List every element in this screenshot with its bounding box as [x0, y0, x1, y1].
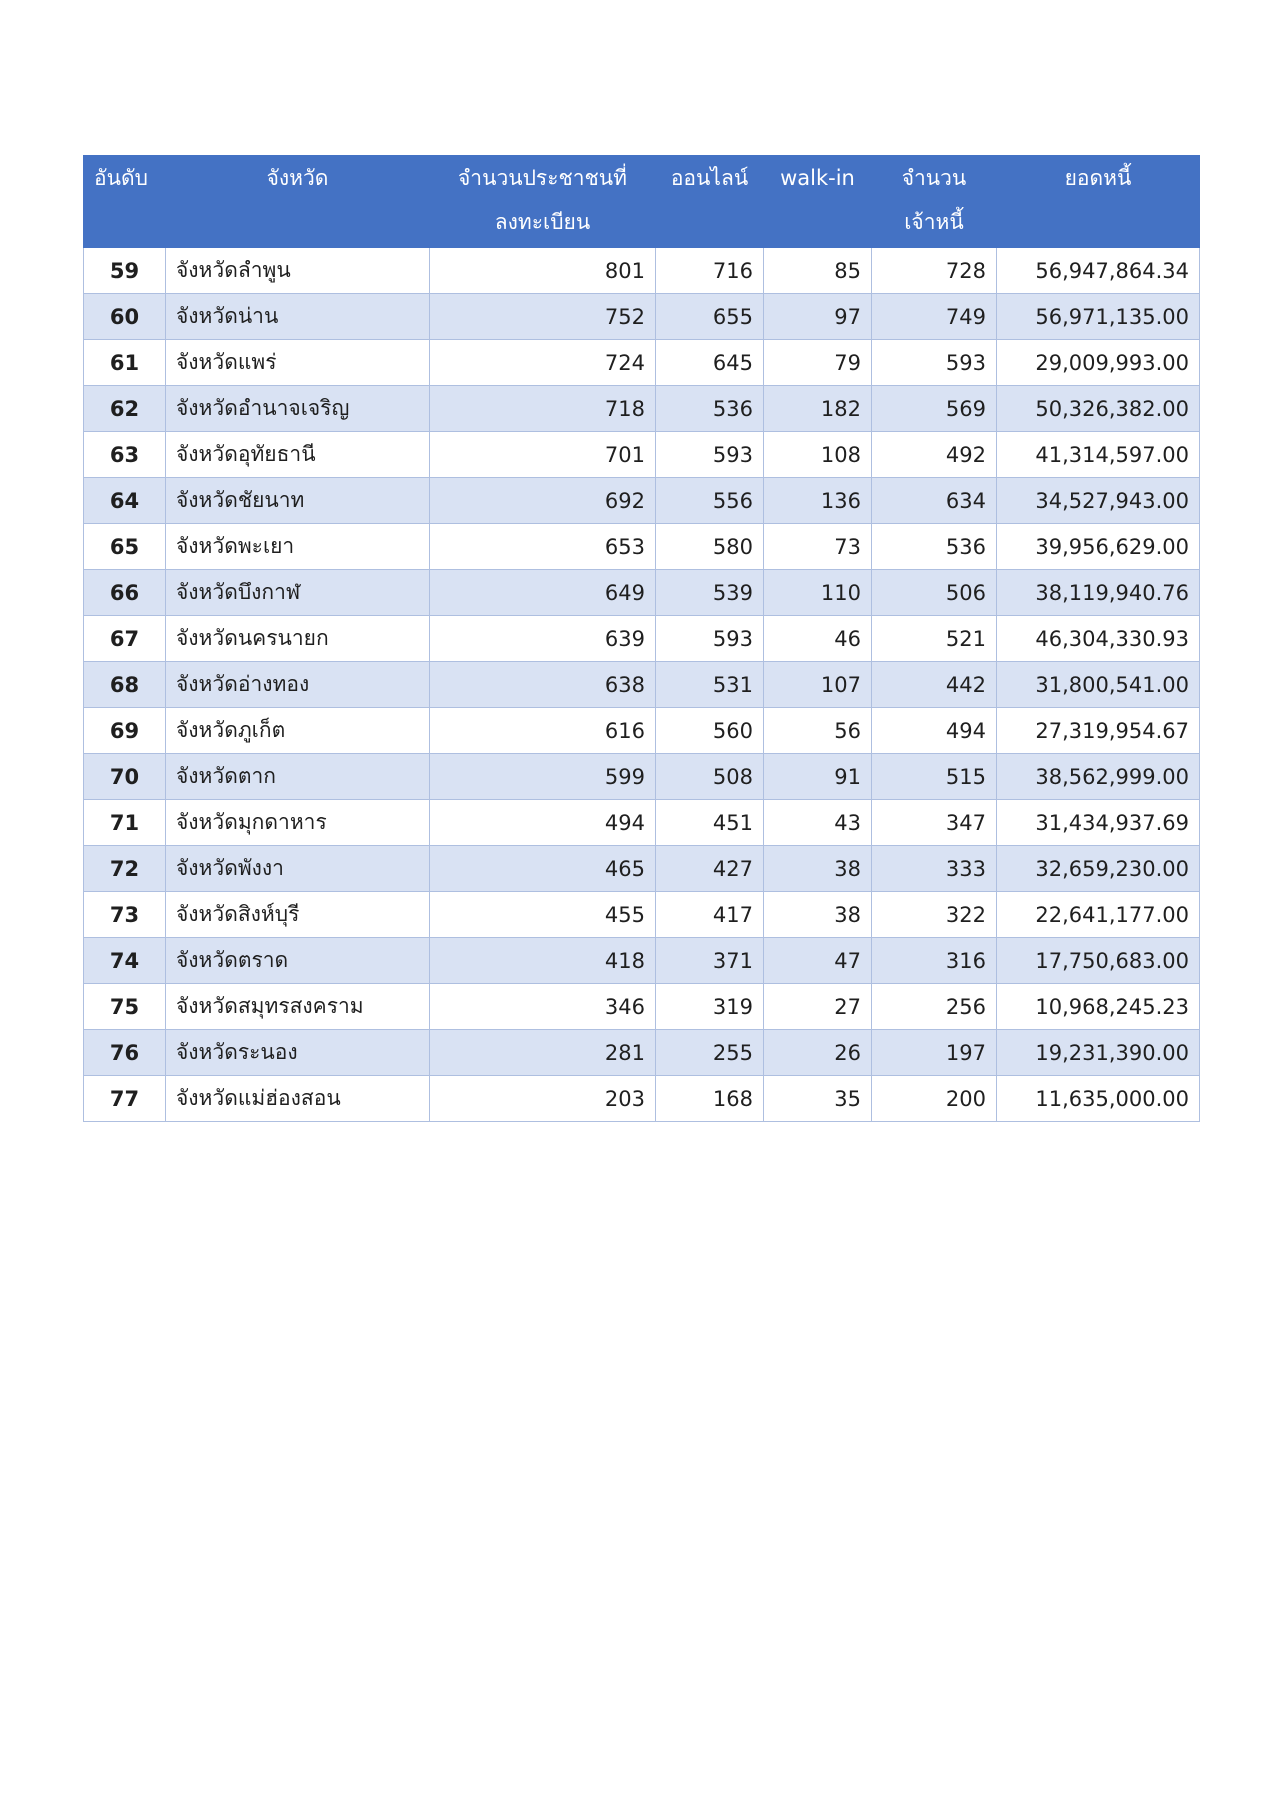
- cell-rank: 59: [84, 248, 166, 294]
- cell-registered: 639: [430, 616, 656, 662]
- table-row: [84, 340, 1200, 386]
- cell-debt: 34,527,943.00: [997, 478, 1200, 524]
- cell-creditors: 521: [872, 616, 997, 662]
- cell-registered: 724: [430, 340, 656, 386]
- cell-walkin: 85: [764, 248, 872, 294]
- cell-online: 371: [656, 938, 764, 984]
- cell-walkin: 136: [764, 478, 872, 524]
- cell-debt: 50,326,382.00: [997, 386, 1200, 432]
- cell-province: จังหวัดลำพูน: [166, 248, 430, 294]
- cell-province: จังหวัดตราด: [166, 938, 430, 984]
- cell-online: 556: [656, 478, 764, 524]
- cell-rank: 63: [84, 432, 166, 478]
- table-row: [84, 616, 1200, 662]
- cell-walkin: 91: [764, 754, 872, 800]
- cell-debt: 38,562,999.00: [997, 754, 1200, 800]
- cell-province: จังหวัดมุกดาหาร: [166, 800, 430, 846]
- cell-registered: 455: [430, 892, 656, 938]
- table-row: [84, 846, 1200, 892]
- table-body: [84, 248, 1200, 1122]
- cell-walkin: 182: [764, 386, 872, 432]
- cell-province: จังหวัดชัยนาท: [166, 478, 430, 524]
- cell-online: 451: [656, 800, 764, 846]
- cell-debt: 17,750,683.00: [997, 938, 1200, 984]
- header-province: จังหวัด: [166, 156, 430, 248]
- cell-creditors: 634: [872, 478, 997, 524]
- cell-debt: 31,434,937.69: [997, 800, 1200, 846]
- cell-debt: 10,968,245.23: [997, 984, 1200, 1030]
- table-row: [84, 892, 1200, 938]
- cell-debt: 22,641,177.00: [997, 892, 1200, 938]
- cell-online: 427: [656, 846, 764, 892]
- cell-online: 580: [656, 524, 764, 570]
- cell-province: จังหวัดอำนาจเจริญ: [166, 386, 430, 432]
- cell-registered: 599: [430, 754, 656, 800]
- cell-registered: 494: [430, 800, 656, 846]
- header-creditors: [872, 156, 997, 248]
- table-row: [84, 754, 1200, 800]
- cell-debt: 32,659,230.00: [997, 846, 1200, 892]
- cell-debt: 19,231,390.00: [997, 1030, 1200, 1076]
- table-row: [84, 248, 1200, 294]
- cell-walkin: 97: [764, 294, 872, 340]
- cell-rank: 60: [84, 294, 166, 340]
- cell-rank: 65: [84, 524, 166, 570]
- cell-debt: 41,314,597.00: [997, 432, 1200, 478]
- cell-online: 255: [656, 1030, 764, 1076]
- cell-debt: 56,971,135.00: [997, 294, 1200, 340]
- cell-creditors: 316: [872, 938, 997, 984]
- cell-walkin: 107: [764, 662, 872, 708]
- cell-rank: 68: [84, 662, 166, 708]
- cell-debt: 38,119,940.76: [997, 570, 1200, 616]
- cell-walkin: 27: [764, 984, 872, 1030]
- cell-debt: 39,956,629.00: [997, 524, 1200, 570]
- header-rank: อันดับ: [84, 156, 166, 248]
- cell-online: 536: [656, 386, 764, 432]
- cell-creditors: 749: [872, 294, 997, 340]
- cell-province: จังหวัดอุทัยธานี: [166, 432, 430, 478]
- cell-rank: 62: [84, 386, 166, 432]
- table-row: [84, 984, 1200, 1030]
- cell-creditors: 728: [872, 248, 997, 294]
- cell-registered: 752: [430, 294, 656, 340]
- header-registered-line2: ลงทะเบียน: [494, 210, 591, 234]
- cell-walkin: 38: [764, 846, 872, 892]
- cell-debt: 46,304,330.93: [997, 616, 1200, 662]
- header-registered: [430, 156, 656, 248]
- cell-walkin: 43: [764, 800, 872, 846]
- cell-registered: 616: [430, 708, 656, 754]
- table-row: [84, 386, 1200, 432]
- cell-province: จังหวัดพังงา: [166, 846, 430, 892]
- cell-debt: 31,800,541.00: [997, 662, 1200, 708]
- cell-rank: 74: [84, 938, 166, 984]
- cell-walkin: 26: [764, 1030, 872, 1076]
- cell-creditors: 515: [872, 754, 997, 800]
- cell-debt: 11,635,000.00: [997, 1076, 1200, 1122]
- table-row: [84, 478, 1200, 524]
- cell-walkin: 110: [764, 570, 872, 616]
- cell-rank: 72: [84, 846, 166, 892]
- cell-online: 531: [656, 662, 764, 708]
- cell-registered: 801: [430, 248, 656, 294]
- cell-online: 645: [656, 340, 764, 386]
- cell-walkin: 47: [764, 938, 872, 984]
- cell-creditors: 494: [872, 708, 997, 754]
- table-row: [84, 294, 1200, 340]
- cell-province: จังหวัดพะเยา: [166, 524, 430, 570]
- cell-creditors: 197: [872, 1030, 997, 1076]
- cell-walkin: 35: [764, 1076, 872, 1122]
- table-row: [84, 524, 1200, 570]
- cell-province: จังหวัดแม่ฮ่องสอน: [166, 1076, 430, 1122]
- cell-rank: 67: [84, 616, 166, 662]
- cell-rank: 77: [84, 1076, 166, 1122]
- table-row: [84, 708, 1200, 754]
- cell-province: จังหวัดระนอง: [166, 1030, 430, 1076]
- cell-registered: 649: [430, 570, 656, 616]
- cell-registered: 638: [430, 662, 656, 708]
- cell-walkin: 73: [764, 524, 872, 570]
- cell-creditors: 536: [872, 524, 997, 570]
- header-creditors-line2: เจ้าหนี้: [904, 210, 964, 234]
- cell-province: จังหวัดบึงกาฬ: [166, 570, 430, 616]
- cell-province: จังหวัดภูเก็ต: [166, 708, 430, 754]
- cell-registered: 465: [430, 846, 656, 892]
- cell-rank: 70: [84, 754, 166, 800]
- cell-creditors: 322: [872, 892, 997, 938]
- cell-creditors: 506: [872, 570, 997, 616]
- cell-creditors: 442: [872, 662, 997, 708]
- cell-creditors: 569: [872, 386, 997, 432]
- cell-province: จังหวัดสิงห์บุรี: [166, 892, 430, 938]
- cell-registered: 718: [430, 386, 656, 432]
- cell-rank: 75: [84, 984, 166, 1030]
- table-row: [84, 432, 1200, 478]
- table-row: [84, 570, 1200, 616]
- cell-rank: 76: [84, 1030, 166, 1076]
- province-registration-table: [83, 155, 1200, 1122]
- cell-walkin: 108: [764, 432, 872, 478]
- cell-creditors: 333: [872, 846, 997, 892]
- table-row: [84, 662, 1200, 708]
- cell-online: 168: [656, 1076, 764, 1122]
- header-online: ออนไลน์: [656, 156, 764, 248]
- table-header-row: [84, 156, 1200, 248]
- table-row: [84, 1030, 1200, 1076]
- cell-registered: 701: [430, 432, 656, 478]
- cell-registered: 692: [430, 478, 656, 524]
- cell-province: จังหวัดน่าน: [166, 294, 430, 340]
- cell-rank: 61: [84, 340, 166, 386]
- cell-walkin: 79: [764, 340, 872, 386]
- header-debt: ยอดหนี้: [997, 156, 1200, 248]
- cell-online: 319: [656, 984, 764, 1030]
- cell-online: 593: [656, 432, 764, 478]
- table-row: [84, 1076, 1200, 1122]
- cell-rank: 73: [84, 892, 166, 938]
- cell-province: จังหวัดนครนายก: [166, 616, 430, 662]
- cell-online: 716: [656, 248, 764, 294]
- cell-registered: 203: [430, 1076, 656, 1122]
- cell-rank: 69: [84, 708, 166, 754]
- cell-province: จังหวัดอ่างทอง: [166, 662, 430, 708]
- cell-rank: 64: [84, 478, 166, 524]
- cell-rank: 66: [84, 570, 166, 616]
- cell-online: 655: [656, 294, 764, 340]
- cell-online: 508: [656, 754, 764, 800]
- cell-debt: 29,009,993.00: [997, 340, 1200, 386]
- cell-province: จังหวัดแพร่: [166, 340, 430, 386]
- cell-creditors: 256: [872, 984, 997, 1030]
- cell-creditors: 492: [872, 432, 997, 478]
- cell-registered: 653: [430, 524, 656, 570]
- cell-online: 417: [656, 892, 764, 938]
- cell-debt: 27,319,954.67: [997, 708, 1200, 754]
- header-creditors-line1: จำนวน: [901, 166, 967, 190]
- cell-online: 593: [656, 616, 764, 662]
- cell-registered: 281: [430, 1030, 656, 1076]
- cell-creditors: 200: [872, 1076, 997, 1122]
- cell-province: จังหวัดตาก: [166, 754, 430, 800]
- cell-rank: 71: [84, 800, 166, 846]
- cell-province: จังหวัดสมุทรสงคราม: [166, 984, 430, 1030]
- cell-walkin: 46: [764, 616, 872, 662]
- cell-creditors: 593: [872, 340, 997, 386]
- header-walkin: walk-in: [764, 156, 872, 248]
- table-row: [84, 800, 1200, 846]
- cell-walkin: 56: [764, 708, 872, 754]
- cell-debt: 56,947,864.34: [997, 248, 1200, 294]
- cell-walkin: 38: [764, 892, 872, 938]
- table-row: [84, 938, 1200, 984]
- cell-online: 539: [656, 570, 764, 616]
- header-registered-line1: จำนวนประชาชนที่: [458, 166, 627, 190]
- cell-registered: 346: [430, 984, 656, 1030]
- cell-registered: 418: [430, 938, 656, 984]
- cell-online: 560: [656, 708, 764, 754]
- cell-creditors: 347: [872, 800, 997, 846]
